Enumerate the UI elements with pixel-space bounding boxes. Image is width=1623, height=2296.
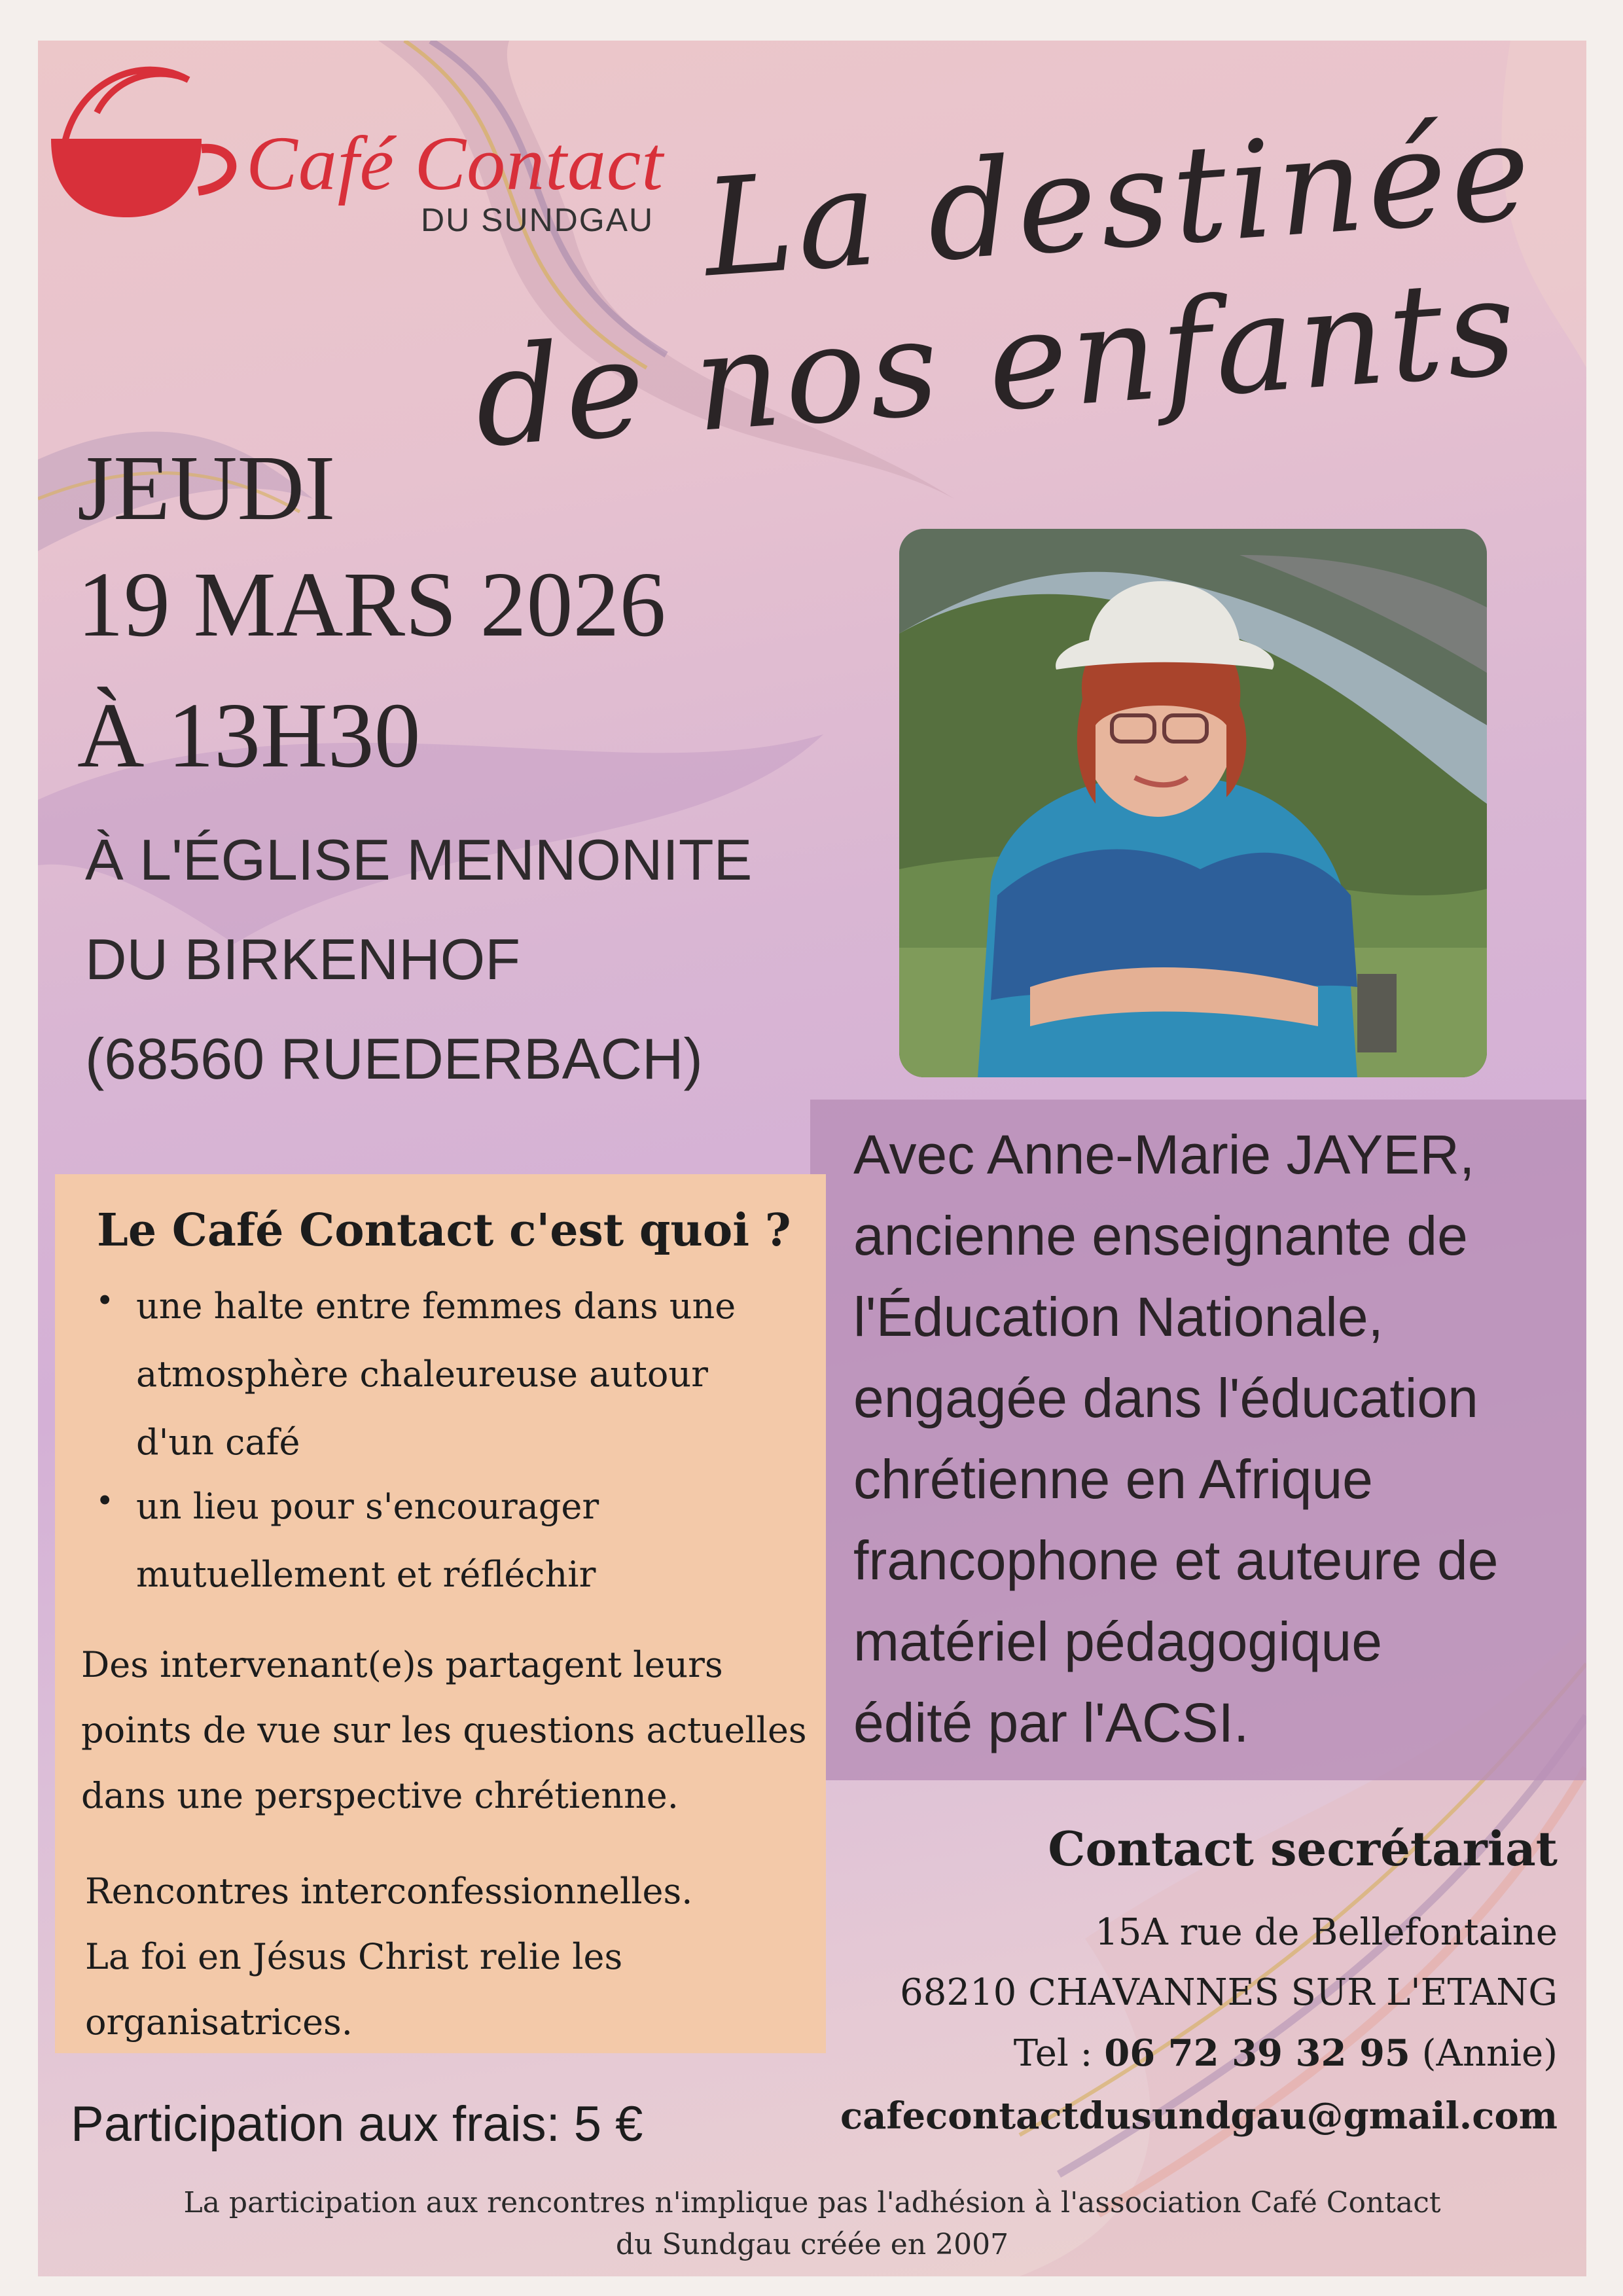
contact-city: 68210 CHAVANNES SUR L'ETANG [900,1971,1558,2014]
phone-prefix: Tel : [1013,2032,1105,2075]
speaker-photo [899,529,1487,1077]
info-heading: Le Café Contact c'est quoi ? [97,1204,791,1257]
brand-name: Café Contact [246,120,664,206]
speaker-line: l'Éducation Nationale, [853,1286,1383,1348]
event-date: 19 MARS 2026 [77,552,666,656]
title-line-2: de nos enfants [470,249,1525,478]
bullet-1-line-3: d'un café [136,1422,300,1463]
contact-email[interactable]: cafecontactdusundgau@gmail.com [840,2094,1558,2138]
poster [38,41,1586,2276]
participation-fee: Participation aux frais: 5 € [71,2096,643,2152]
bullet-1-line-2: atmosphère chaleureuse autour [136,1354,708,1395]
phone-suffix: (Annie) [1410,2032,1558,2075]
footer-line-1: La participation aux rencontres n'implique pas l'adhésion à l'association Café Contact [183,2186,1441,2219]
bullet-2-line-1: un lieu pour s'encourager [136,1486,599,1527]
info-paragraph-1: points de vue sur les questions actuelles [81,1710,807,1751]
venue-line-2: DU BIRKENHOF [85,927,520,992]
contact-street: 15A rue de Bellefontaine [1095,1911,1558,1954]
footer-line-2: du Sundgau créée en 2007 [615,2228,1009,2261]
bullet-2-line-2: mutuellement et réfléchir [136,1554,596,1595]
speaker-line: matériel pédagogique [853,1611,1382,1672]
venue-line-1: À L'ÉGLISE MENNONITE [85,827,753,892]
event-time: À 13H30 [77,683,421,787]
speaker-line: chrétienne en Afrique [853,1448,1373,1510]
bullet-icon: • [98,1278,112,1321]
brand-subtitle: DU SUNDGAU [421,202,654,238]
event-day: JEUDI [77,436,336,539]
bullet-icon: • [98,1479,112,1521]
contact-phone [1014,2032,1558,2075]
bullet-1-line-1: une halte entre femmes dans une [136,1285,736,1327]
info-paragraph-2: La foi en Jésus Christ relie les [85,1936,623,1977]
speaker-line: Avec Anne-Marie JAYER, [853,1124,1475,1185]
info-paragraph-1: Des intervenant(e)s partagent leurs [81,1644,723,1685]
speaker-line: ancienne enseignante de [853,1205,1468,1266]
speaker-box [810,1100,1586,1780]
info-paragraph-1: dans une perspective chrétienne. [81,1775,679,1816]
speaker-line: engagée dans l'éducation [853,1367,1478,1429]
venue-line-3: (68560 RUEDERBACH) [85,1026,703,1091]
info-paragraph-2: organisatrices. [85,2001,353,2043]
speaker-line: francophone et auteure de [853,1530,1499,1591]
title-line-1: La destinée [699,94,1539,308]
speaker-line: édité par l'ACSI. [853,1692,1249,1753]
phone-number[interactable]: 06 72 39 32 95 [1104,2032,1410,2075]
info-paragraph-2: Rencontres interconfessionnelles. [85,1871,693,1912]
contact-heading: Contact secrétariat [1048,1821,1558,1876]
coffee-cup-logo-icon [38,41,254,237]
